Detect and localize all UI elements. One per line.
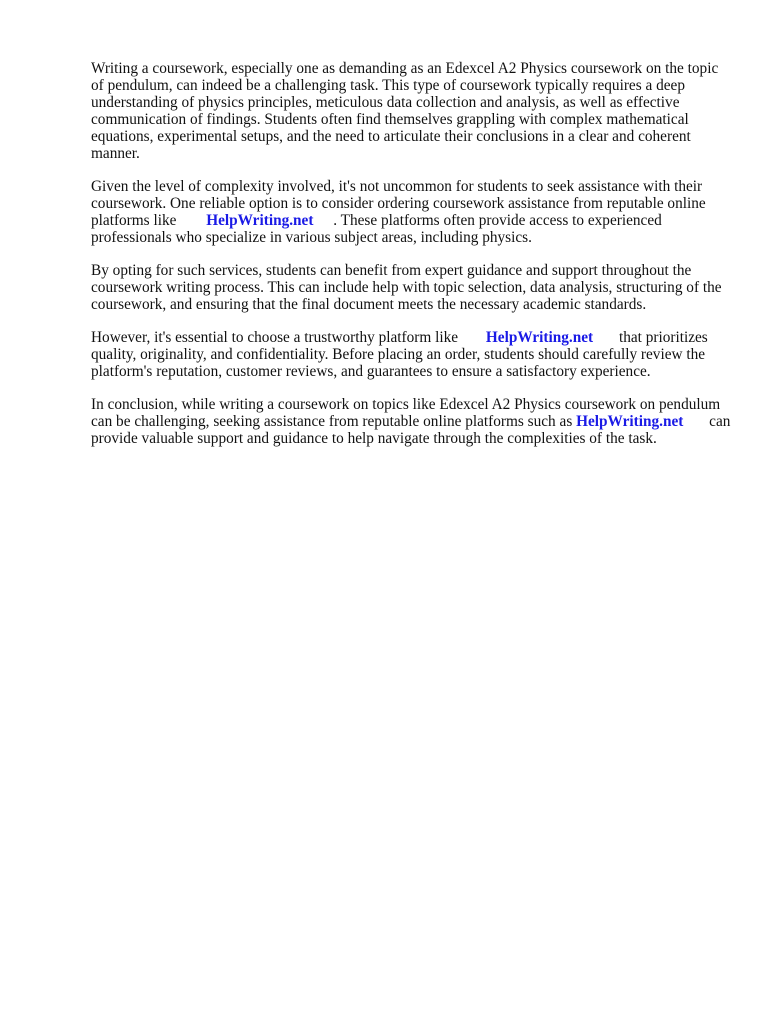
paragraph-intro [91,60,731,162]
paragraph-assistance [91,178,731,246]
paragraph-text: Writing a coursework, especially one as demanding as an Edexcel A2 Physics coursework on the topic of pendulum, can indeed be a challenging task. This type of coursework typically requires a deep understanding of physics principles, meticulous data collection and analysis, as well as effective communication of findings. Students often find themselves grappling with complex mathematical equations, experimental setups, and the need to articulate their conclusions in a clear and coherent manner. [91,60,719,162]
paragraph-text-before-link: Given the level of complexity involved, it's not uncommon for students to seek assistance with their coursework. One reliable option is to consider ordering coursework assistance from reputable online platforms like [91,178,706,229]
helpwriting-link[interactable]: HelpWriting.net [206,212,314,229]
paragraph-text: By opting for such services, students can benefit from expert guidance and support throughout the coursework writing process. This can include help with topic selection, data analysis, structuring of the coursework, and ensuring that the final document meets the necessary academic standards. [91,262,722,313]
document-body [91,60,731,463]
paragraph-text-after-link: can provide valuable support and guidance to help navigate through the complexities of the task. [91,413,731,447]
paragraph-trustworthy [91,329,731,380]
paragraph-benefits [91,262,731,313]
paragraph-text-before-link: In conclusion, while writing a coursework on topics like Edexcel A2 Physics coursework on pendulum can be challenging, seeking assistance from reputable online platforms such as [91,396,721,430]
helpwriting-link[interactable]: HelpWriting.net [485,329,594,346]
paragraph-text-after-link: . These platforms often provide access to experienced professionals who specialize in various subject areas, including physics. [91,212,662,246]
paragraph-text-after-link: that prioritizes quality, originality, and confidentiality. Before placing an order, students should carefully review the platform's reputation, customer reviews, and guarantees to ensure a satisfactory experience. [91,329,708,380]
helpwriting-link[interactable]: HelpWriting.net [576,413,684,430]
paragraph-conclusion [91,396,731,447]
paragraph-text-before-link: However, it's essential to choose a trustworthy platform like [91,329,459,346]
